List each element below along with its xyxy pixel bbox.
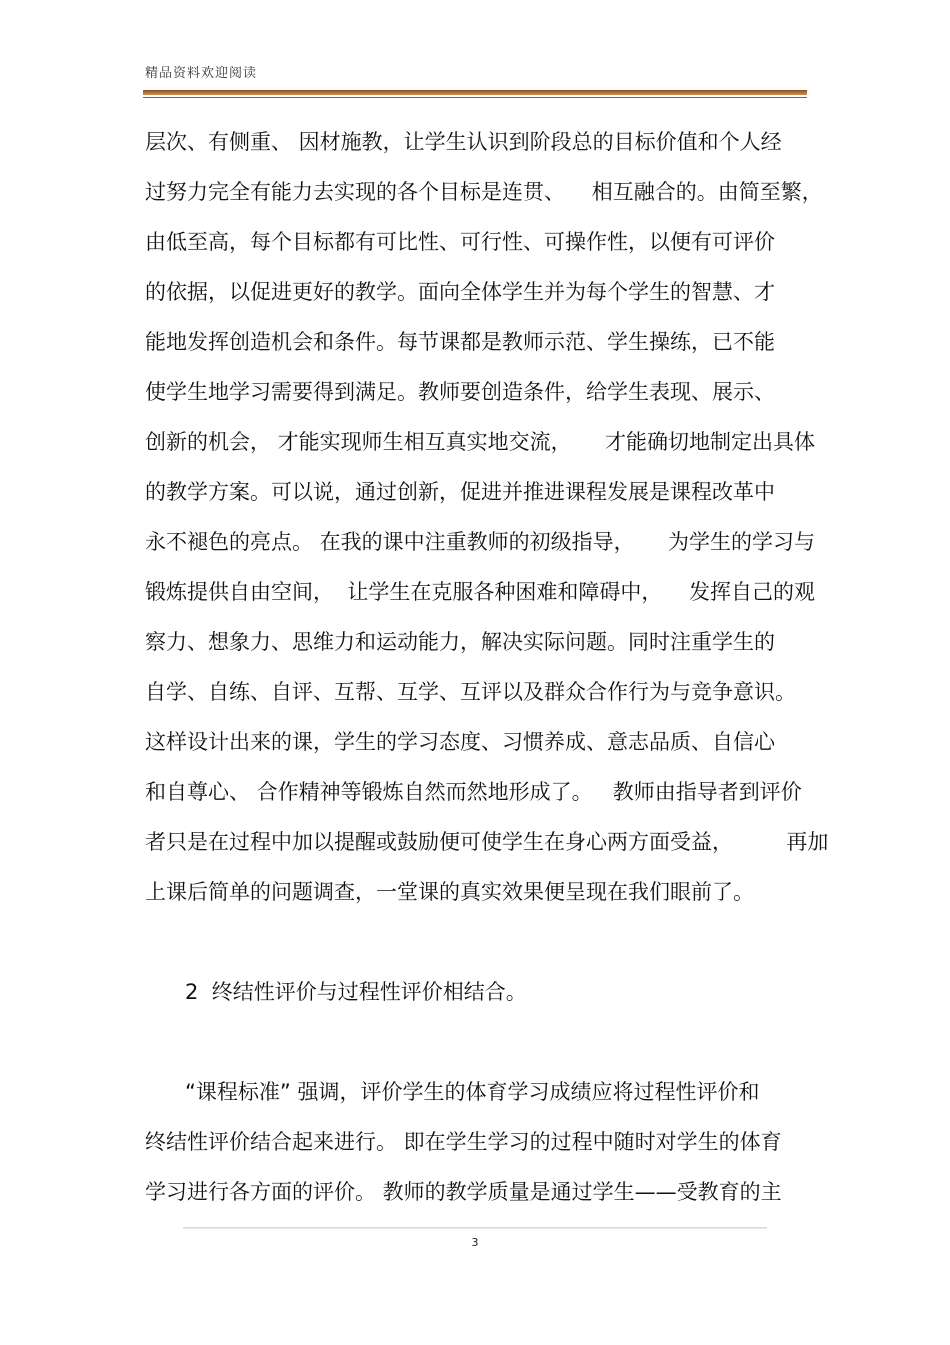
body-line: 的教学方案。可以说，通过创新，促进并推进课程发展是课程改革中 xyxy=(145,480,775,504)
body-line: 自学、自练、自评、互帮、互学、互评以及群众合作行为与竞争意识。 xyxy=(145,680,796,704)
body-line: 者只是在过程中加以提醒或鼓励便可使学生在身心两方面受益， 再加 xyxy=(145,830,829,854)
body-line: 和自尊心、 合作精神等锻炼自然而然地形成了。 教师由指导者到评价 xyxy=(145,780,802,804)
body-line: 过努力完全有能力去实现的各个目标是连贯、 相互融合的。由简至繁， xyxy=(145,180,823,204)
body-line: 这样设计出来的课，学生的学习态度、习惯养成、意志品质、自信心 xyxy=(145,730,775,754)
body-line: 创新的机会， 才能实现师生相互真实地交流， 才能确切地制定出具体 xyxy=(145,430,816,454)
body-line: 层次、有侧重、 因材施教，让学生认识到阶段总的目标价值和个人经 xyxy=(145,130,782,154)
page-header-title: 精品资料欢迎阅读 xyxy=(145,66,258,81)
body-line: 由低至高，每个目标都有可比性、可行性、可操作性，以便有可评价 xyxy=(145,230,775,254)
body-line: 察力、想象力、思维力和运动能力，解决实际问题。同时注重学生的 xyxy=(145,630,775,654)
header-rule-thin xyxy=(143,97,807,98)
body-line: 锻炼提供自由空间， 让学生在克服各种困难和障碍中， 发挥自己的观 xyxy=(145,580,816,604)
body-line: 永不褪色的亮点。 在我的课中注重教师的初级指导， 为学生的学习与 xyxy=(145,530,816,554)
body-line: 学习进行各方面的评价。 教师的教学质量是通过学生——受教育的主 xyxy=(145,1180,782,1204)
body-line: 使学生地学习需要得到满足。教师要创造条件，给学生表现、展示、 xyxy=(145,380,775,404)
section-heading: 2 终结性评价与过程性评价相结合。 xyxy=(145,980,527,1004)
page-number: 3 xyxy=(471,1236,479,1249)
body-line: “课程标准” 强调，评价学生的体育学习成绩应将过程性评价和 xyxy=(145,1080,760,1104)
body-line: 上课后简单的问题调查，一堂课的真实效果便呈现在我们眼前了。 xyxy=(145,880,754,904)
body-line: 终结性评价结合起来进行。 即在学生学习的过程中随时对学生的体育 xyxy=(145,1130,782,1154)
body-line: 的依据，以促进更好的教学。面向全体学生并为每个学生的智慧、才 xyxy=(145,280,775,304)
footer-rule xyxy=(183,1227,767,1229)
body-line: 能地发挥创造机会和条件。每节课都是教师示范、学生操练，已不能 xyxy=(145,330,775,354)
header-rule-thick xyxy=(143,90,807,95)
